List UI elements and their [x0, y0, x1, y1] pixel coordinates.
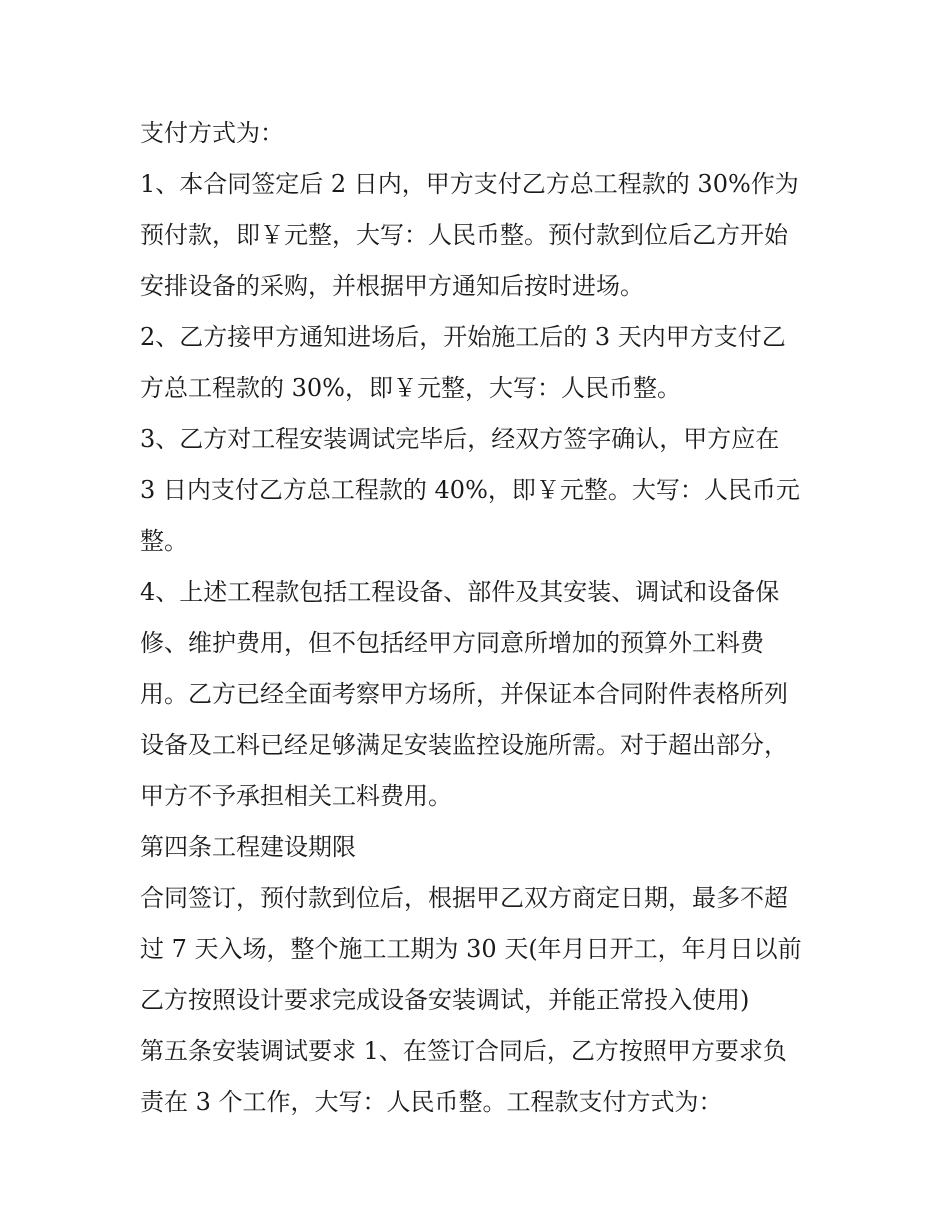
text-line: 整。 — [140, 527, 188, 555]
text-line: 第五条安装调试要求 1、在签订合同后，乙方按照甲方要求负 — [140, 1037, 787, 1065]
text-line: 合同签订，预付款到位后，根据甲乙双方商定日期，最多不超 — [140, 884, 788, 912]
text-line: 预付款，即￥元整，大写：人民币整。预付款到位后乙方开始 — [140, 221, 788, 249]
text-line: 4、上述工程款包括工程设备、部件及其安装、调试和设备保 — [140, 578, 780, 606]
text-line: 乙方按照设计要求完成设备安装调试，并能正常投入使用) — [140, 986, 750, 1014]
text-line: 1、本合同签定后 2 日内，甲方支付乙方总工程款的 30%作为 — [140, 170, 799, 198]
text-line: 责在 3 个工作，大写：人民币整。工程款支付方式为： — [140, 1088, 723, 1116]
text-line: 修、维护费用，但不包括经甲方同意所增加的预算外工料费 — [140, 629, 764, 657]
text-line: 方总工程款的 30%，即￥元整，大写：人民币整。 — [140, 374, 681, 402]
text-line: 用。乙方已经全面考察甲方场所，并保证本合同附件表格所列 — [140, 680, 788, 708]
section-heading: 第四条工程建设期限 — [140, 833, 356, 861]
text-line: 支付方式为： — [140, 119, 284, 147]
document-body — [140, 108, 820, 1128]
text-line: 安排设备的采购，并根据甲方通知后按时进场。 — [140, 272, 644, 300]
text-line: 3 日内支付乙方总工程款的 40%，即￥元整。大写：人民币元 — [140, 476, 800, 504]
text-line: 2、乙方接甲方通知进场后，开始施工后的 3 天内甲方支付乙 — [140, 323, 786, 351]
text-line: 3、乙方对工程安装调试完毕后，经双方签字确认，甲方应在 — [140, 425, 780, 453]
text-line: 过 7 天入场，整个施工工期为 30 天(年月日开工，年月日以前 — [140, 935, 802, 963]
text-line: 甲方不予承担相关工料费用。 — [140, 782, 452, 810]
text-line: 设备及工料已经足够满足安装监控设施所需。对于超出部分， — [140, 731, 788, 759]
